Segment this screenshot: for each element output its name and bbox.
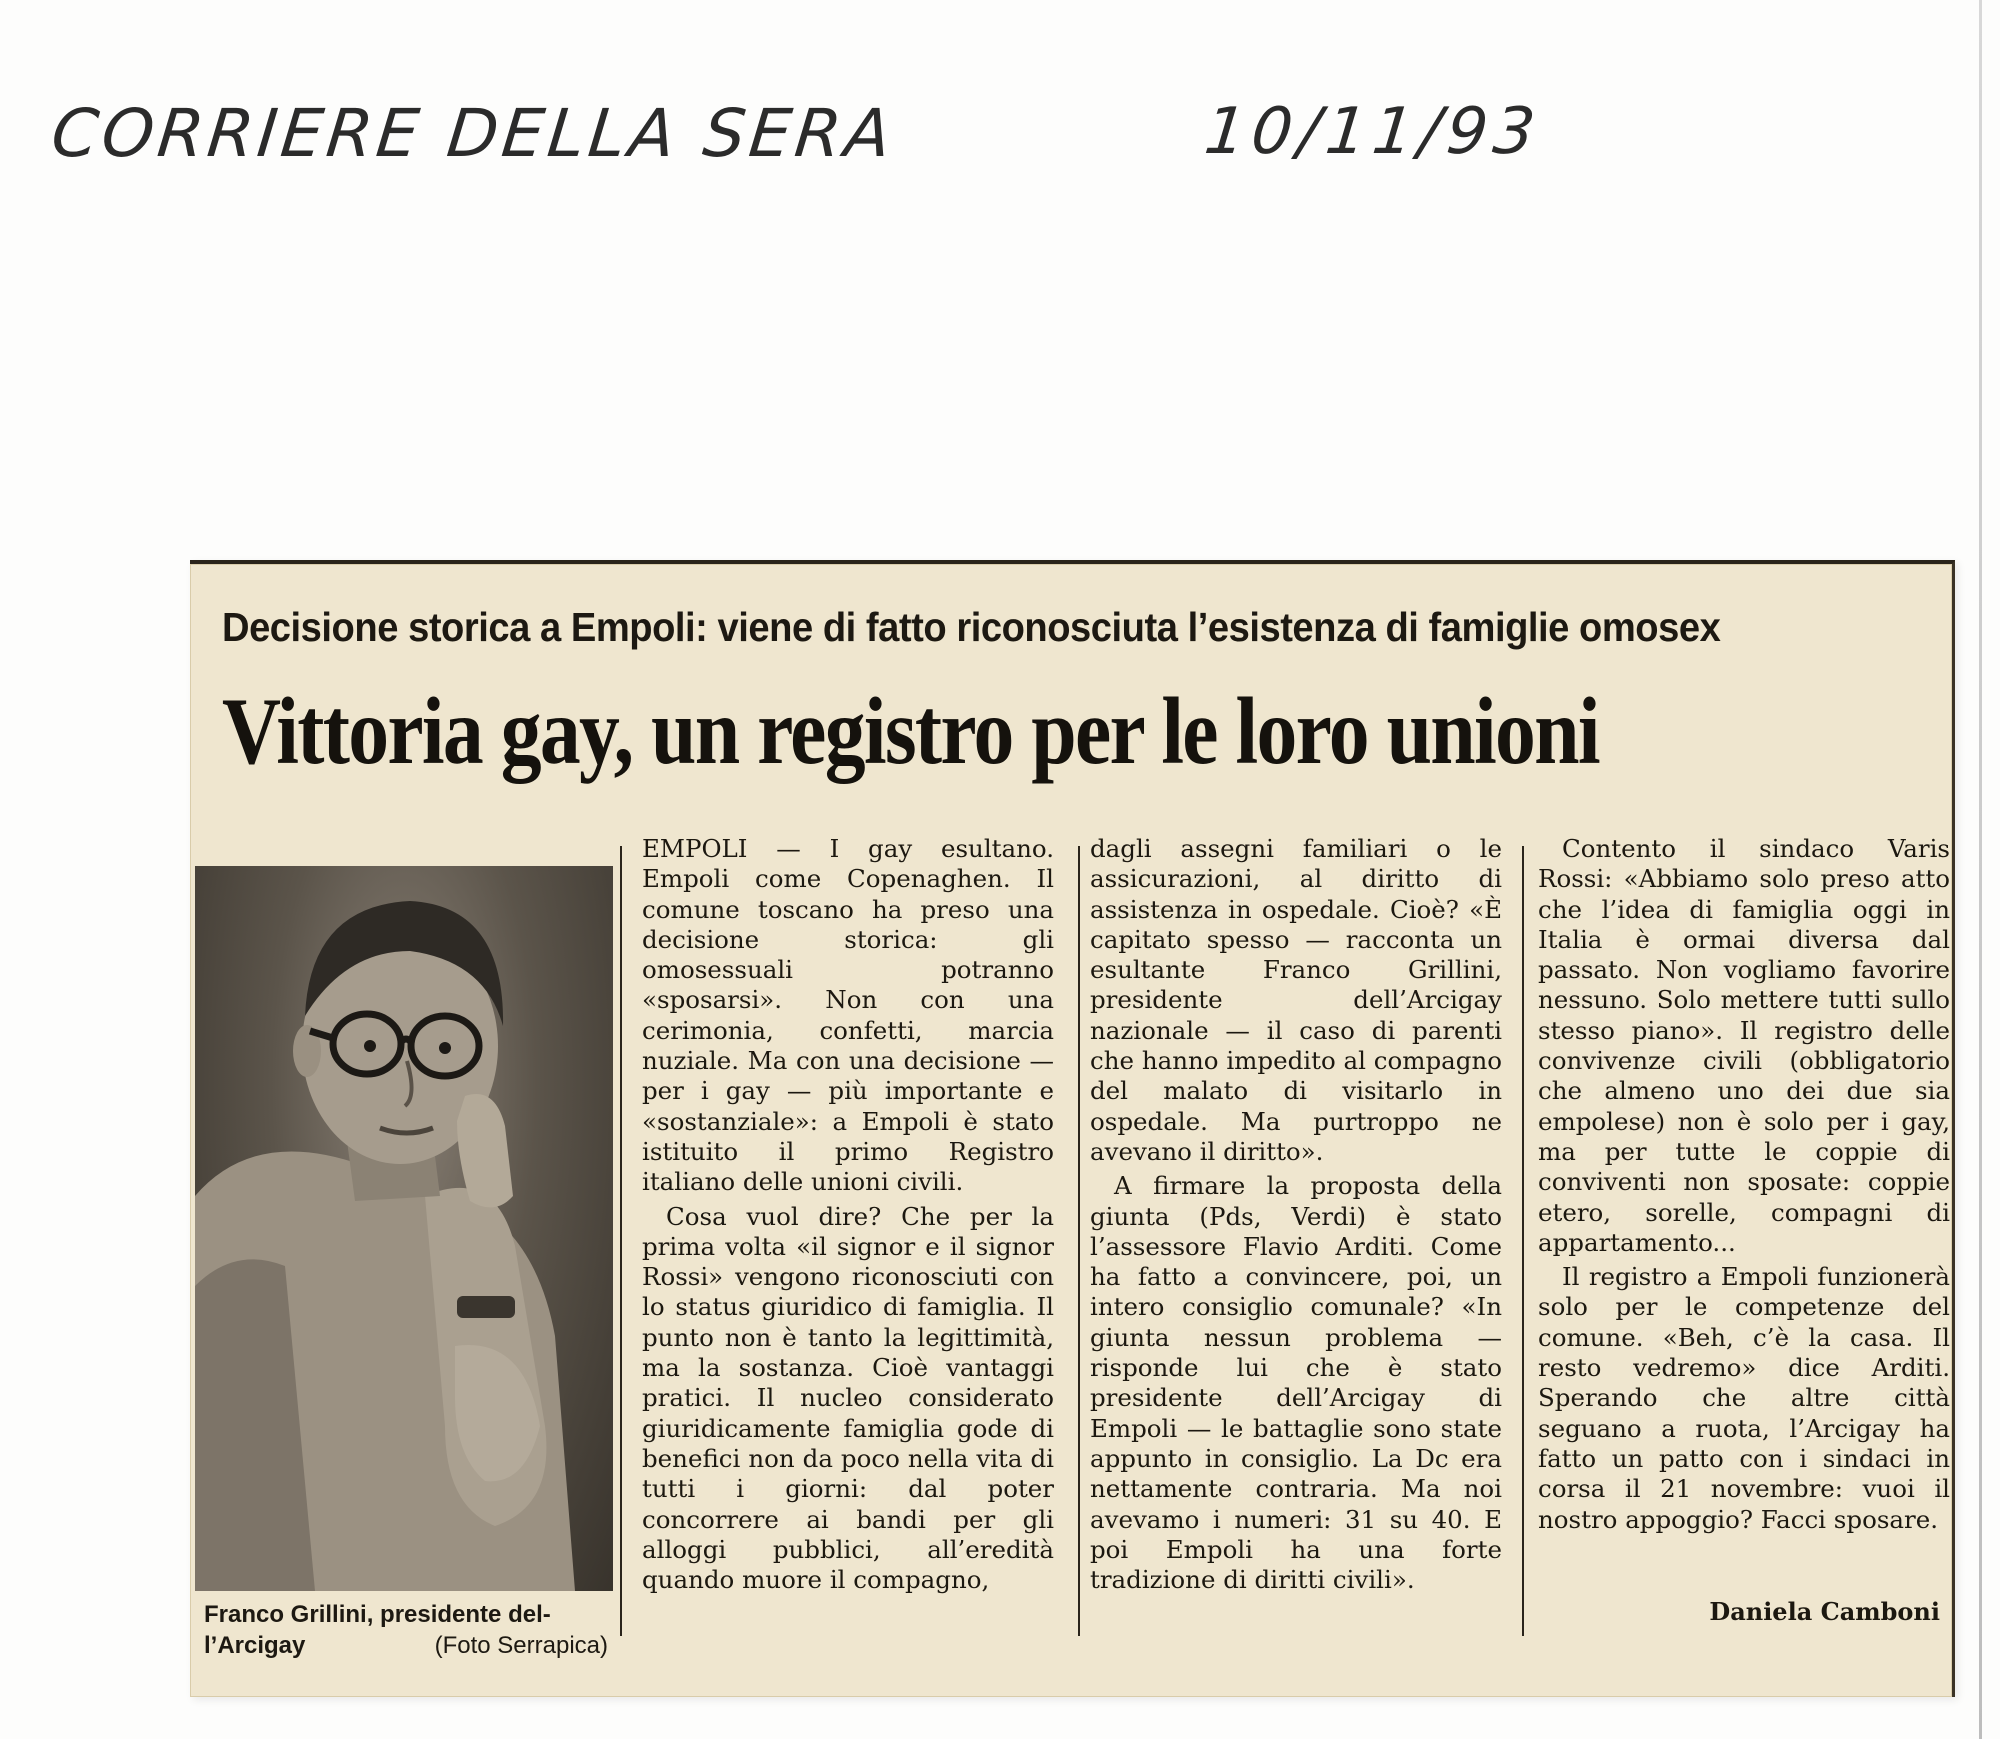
paragraph: Il registro a Empoli funzionerà solo per le competenze del comune. «Beh, c’è la casa. Il resto vedremo» dice Arditi. Sperando che altre città seguano a ruota, l’Arcigay ha fatto un patto con i sindaci in corsa il 21 novembre: vuoi il nostro appoggio? Facci sposare. [1538,1262,1950,1534]
article-headline: Vittoria gay, un registro per le loro unioni [222,678,1599,784]
caption-name: Franco Grillini, presidente del-l’Arcigay [204,1601,551,1659]
handwritten-date: 10/11/93 [1201,95,1545,169]
paragraph: dagli assegni familiari o le assicurazioni, al diritto di assistenza in ospedale. Cioè? «È capitato spesso — racconta un esultante Franco Grillini, presidente dell’Arcigay nazionale — il caso di parenti che hanno impedito al compagno del malato di visitarlo in ospedale. Ma purtroppo ne avevano il diritto». [1090,834,1502,1166]
article-column-3 [1538,834,1950,1535]
article-column-2 [1090,834,1502,1595]
article-byline: Daniela Camboni [1709,1597,1940,1626]
paragraph: Contento il sindaco Varis Rossi: «Abbiamo solo preso atto che l’idea di famiglia oggi in Italia è ormai diversa dal passato. Non vogliamo favorire nessuno. Solo mettere tutti sullo stesso piano». Il registro delle convivenze civili (obbligatorio che almeno uno dei due sia empolese) non è solo per i gay, ma per tutte le coppie di conviventi non sposate: coppie etero, sorelle, compagni di appartamento... [1538,834,1950,1257]
article-kicker: Decisione storica a Empoli: viene di fatto riconosciuta l’esistenza di famiglie omosex [222,604,1721,650]
newspaper-clipping [190,560,1955,1697]
column-rule [1078,846,1080,1636]
photo-caption [204,1599,614,1661]
paragraph: EMPOLI — I gay esultano. Empoli come Copenaghen. Il comune toscano ha preso una decisione storica: gli omosessuali potranno «sposarsi». Non con una cerimonia, confetti, marcia nuziale. Ma con una decisione — per i gay — più importante e «sostanziale»: a Empoli è stato istituito il primo Registro italiano delle unioni civili. [642,834,1054,1197]
column-rule [1522,846,1524,1636]
handwritten-newspaper-name: CORRIERE DELLA SERA [47,95,899,172]
portrait-illustration [195,866,613,1591]
article-column-1 [642,834,1054,1595]
portrait-photo [195,866,613,1591]
page-edge [1979,0,1982,1739]
paragraph: Cosa vuol dire? Che per la prima volta «il signor e il signor Rossi» vengono riconosciuti con lo status giuridico di famiglia. Il punto non è tanto la legittimità, ma la sostanza. Cioè vantaggi pratici. Il nucleo considerato giuridicamente famiglia gode di benefici non da poco nella vita di tutti i giorni: dal poter concorrere ai bandi per gli alloggi pubblici, all’eredità quando muore il compagno, [642,1201,1054,1595]
paragraph: A firmare la proposta della giunta (Pds, Verdi) è stato l’assessore Flavio Arditi. Come ha fatto a convincere, poi, un intero consiglio comunale? «In giunta nessun problema — risponde lui che è stato presidente dell’Arcigay di Empoli — le battaglie sono state appunto in consiglio. La Dc era nettamente contraria. Ma noi avevamo i numeri: 31 su 40. E poi Empoli ha una forte tradizione di diritti civili». [1090,1171,1502,1595]
column-rule [620,846,622,1636]
caption-credit: (Foto Serrapica) [434,1632,608,1659]
